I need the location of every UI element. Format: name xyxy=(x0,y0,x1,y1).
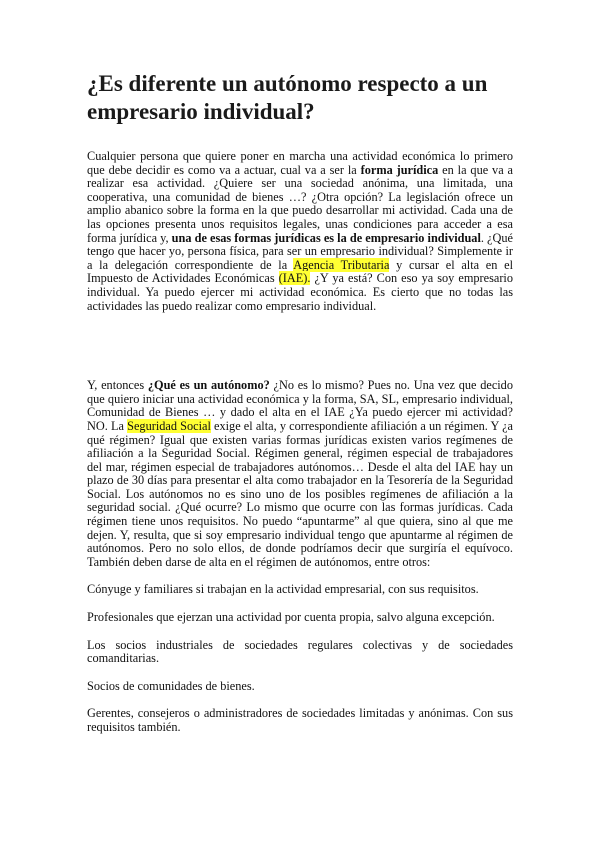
text-run: . ¿Qué tengo que hacer yo, persona física, para ser un empresario individual? Simplemente ir a la delegación correspondiente de la xyxy=(87,230,513,272)
text-run: ¿No es lo mismo? Pues no. Una vez que decido que quiero iniciar una actividad económica y la forma, SA, SL, empresario individual, Comunidad de Bienes … y dado el alta en el IAE ¿Ya puedo ejercer mi actividad? NO. La xyxy=(87,378,513,433)
text-run: en la que va a realizar esa actividad. ¿Quiere ser una sociedad anónima, una limitada, una cooperativa, una comunidad de bienes …? ¿Otra opción? La legislación ofrece un amplio abanico sobre la forma en la que puedo desarrollar mi actividad. Cada una de las opciones presenta unos requisitos legales, unas condiciones para acceder a esa forma jurídica y, xyxy=(87,162,514,245)
text-run: Y, entonces xyxy=(87,378,148,393)
list-item: Gerentes, consejeros o administradores de sociedades limitadas y anónimas. Con sus requisitos también. xyxy=(87,706,513,734)
page-title: ¿Es diferente un autónomo respecto a un empresario individual? xyxy=(87,71,488,124)
text-run: exige el alta, y correspondiente afiliación a un régimen. Y ¿a qué régimen? Igual que existen varias formas jurídicas existen varios regímenes de afiliación a la Seguridad Social. Régimen general, régimen especial de trabajadores del mar, régimen especial de trabajadores autónomos… Desde el alta del IAE hay un plazo de 30 días para presentar el alta como trabajador en la Tesorería de la Seguridad Social. Los autónomos no es sino uno de los posibles regímenes de afiliación a la seguridad social. ¿Qué ocurre? Lo mismo que ocurre con las formas jurídicas. Cada régimen tiene unos requisitos. No puedo “apuntarme” al que quiera, sino al que me dejen. Y, resulta, que si soy empresario individual tengo que apuntarme al régimen de autónomos. Pero no solo ellos, de donde podríamos decir que surgiría el equívoco. También deben darse de alta en el régimen de autónomos, entre otros: xyxy=(87,418,514,569)
list-item: Cónyuge y familiares si trabajan en la actividad empresarial, con sus requisitos. xyxy=(87,582,479,597)
bold-run: ¿Qué es un autónomo? xyxy=(147,378,270,393)
highlight-seguridad-social: Seguridad Social xyxy=(127,418,211,433)
text-run: Cualquier persona que quiere poner en marcha una actividad económica lo primero que debe decidir es como va a actuar, cual va a ser la xyxy=(87,149,513,177)
spacer xyxy=(87,313,513,379)
bold-run: forma jurídica xyxy=(360,162,439,177)
list-item: Los socios industriales de sociedades regulares colectivas y de sociedades comanditarias. xyxy=(87,637,513,666)
paragraph-autonomo xyxy=(87,379,513,569)
text-run: ¿Y ya está? Con eso ya soy empresario individual. Ya puedo ejercer mi actividad económica. Es cierto que no todas las actividades las puedo realizar como empresario individual. xyxy=(87,271,513,313)
highlight-iae: (IAE). xyxy=(278,271,311,286)
text-run: y cursar el alta en el Impuesto de Actividades Económicas xyxy=(87,257,513,286)
list-item: Profesionales que ejerzan una actividad por cuenta propia, salvo alguna excepción. xyxy=(87,610,495,625)
bold-run: una de esas formas jurídicas es la de empresario individual xyxy=(171,230,481,245)
list-item: Socios de comunidades de bienes. xyxy=(87,678,255,693)
paragraph-intro xyxy=(87,150,513,313)
highlight-agencia-tributaria: Agencia Tributaria xyxy=(293,257,390,272)
